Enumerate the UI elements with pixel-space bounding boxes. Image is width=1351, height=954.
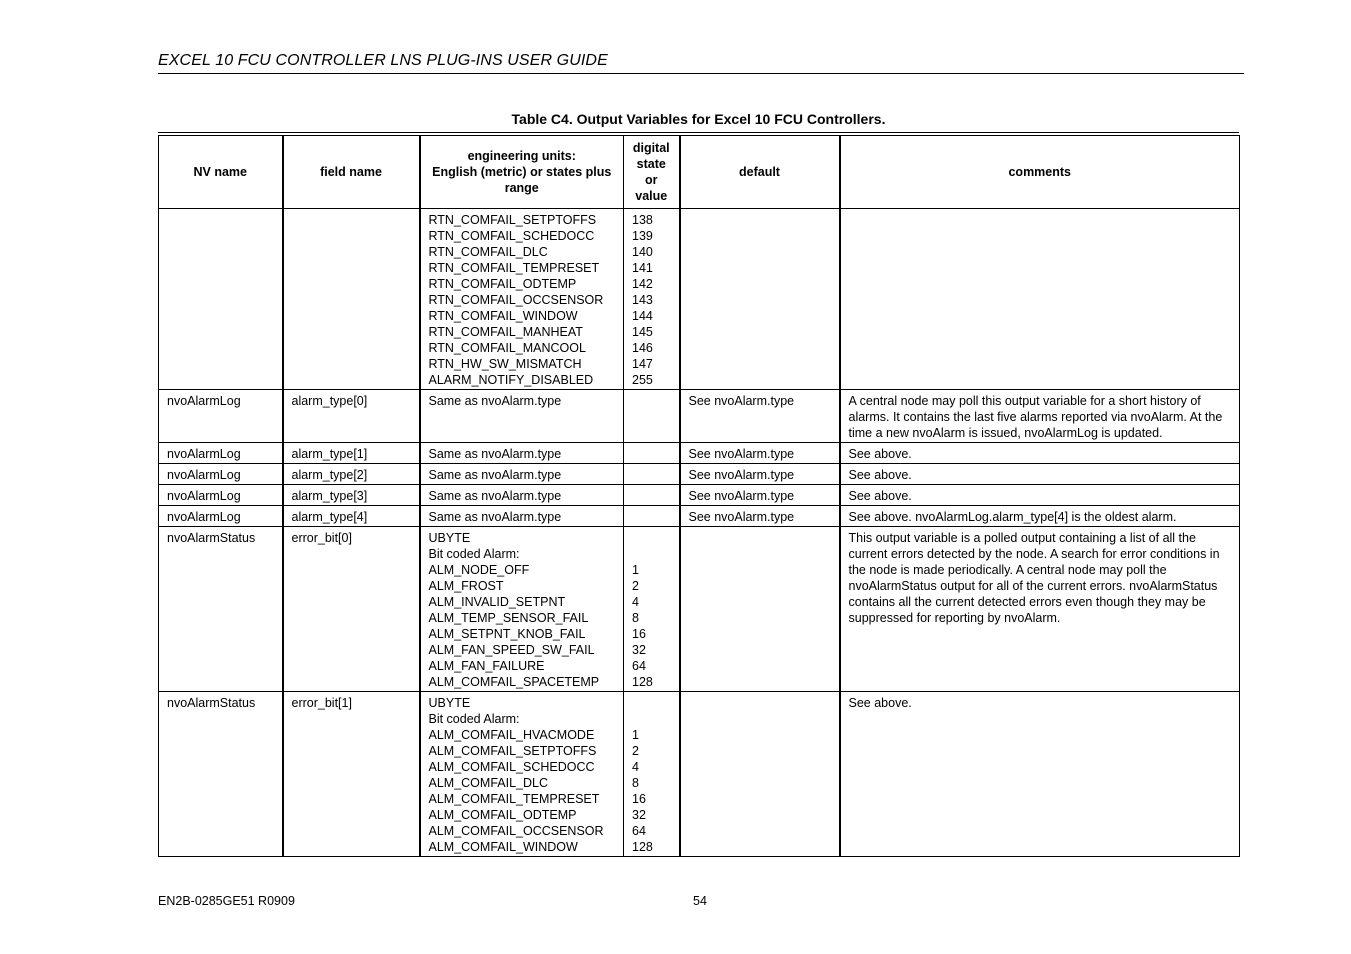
- units-line: RTN_COMFAIL_OCCSENSOR: [428, 293, 604, 307]
- cell-units: [420, 692, 624, 857]
- cell-default: [680, 506, 840, 527]
- units-line: RTN_HW_SW_MISMATCH: [428, 357, 582, 371]
- field-name-text: alarm_type[2]: [291, 468, 368, 482]
- table-row: [159, 443, 1240, 464]
- units-line: RTN_COMFAIL_SETPTOFFS: [428, 213, 597, 227]
- units-line: ALM_TEMP_SENSOR_FAIL: [428, 611, 589, 625]
- col-header-units-line: English (metric) or states plus: [432, 165, 612, 179]
- digital-value: 128: [632, 675, 653, 689]
- units-line: ALM_COMFAIL_ODTEMP: [428, 808, 577, 822]
- cell-default: [680, 527, 840, 692]
- col-header-digital-line: state: [636, 157, 666, 171]
- cell-nv-name: [159, 390, 283, 443]
- col-header-units-line: engineering units:: [467, 149, 576, 163]
- digital-value: 8: [632, 776, 639, 790]
- table-container: [158, 132, 1239, 857]
- comments-text: See above.: [848, 489, 912, 503]
- table-row: [159, 692, 1240, 857]
- cell-default: [680, 464, 840, 485]
- comments-text: A central node may poll this output variable for a short history of alarms. It contains the last five alarms reported via nvoAlarm. At the time a new nvoAlarm is issued, nvoAlarmLog is updated.: [848, 394, 1223, 440]
- table-body: [159, 209, 1240, 857]
- digital-value: 143: [632, 293, 653, 307]
- cell-digital-value: [624, 485, 680, 506]
- col-header-digital-line: value: [635, 189, 668, 203]
- digital-value: 255: [632, 373, 653, 387]
- cell-nv-name: [159, 506, 283, 527]
- digital-value: 4: [632, 760, 639, 774]
- units-line: ALM_COMFAIL_SCHEDOCC: [428, 760, 595, 774]
- cell-field-name: [283, 485, 420, 506]
- digital-value: 128: [632, 840, 653, 854]
- cell-units: [420, 443, 624, 464]
- digital-value: 147: [632, 357, 653, 371]
- table-row: [159, 527, 1240, 692]
- units-line: RTN_COMFAIL_DLC: [428, 245, 548, 259]
- cell-units: [420, 485, 624, 506]
- digital-value: 64: [632, 659, 646, 673]
- nv-name-text: nvoAlarmLog: [167, 447, 241, 461]
- digital-value: [632, 711, 671, 727]
- cell-field-name: [283, 527, 420, 692]
- cell-units: [420, 506, 624, 527]
- field-name-text: alarm_type[0]: [291, 394, 368, 408]
- units-line: ALM_COMFAIL_WINDOW: [428, 840, 578, 854]
- nv-name-text: nvoAlarmLog: [167, 394, 241, 408]
- cell-digital-value: [624, 692, 680, 857]
- digital-value: [632, 695, 671, 711]
- cell-digital-value: [624, 506, 680, 527]
- units-line: Same as nvoAlarm.type: [428, 489, 562, 503]
- units-line: ALM_COMFAIL_SETPTOFFS: [428, 744, 597, 758]
- digital-value: 4: [632, 595, 639, 609]
- default-text: See nvoAlarm.type: [688, 468, 795, 482]
- default-text: See nvoAlarm.type: [688, 510, 795, 524]
- units-line: Same as nvoAlarm.type: [428, 510, 562, 524]
- units-line: ALM_COMFAIL_OCCSENSOR: [428, 824, 604, 838]
- units-line: UBYTE: [428, 531, 471, 545]
- comments-text: See above.: [848, 696, 912, 710]
- footer-page-number: 54: [693, 894, 707, 908]
- output-variables-table: [158, 135, 1240, 857]
- col-header-units-line: range: [504, 181, 539, 195]
- digital-value: 32: [632, 643, 646, 657]
- units-line: Same as nvoAlarm.type: [428, 394, 562, 408]
- cell-field-name: [283, 209, 420, 390]
- cell-comments: [840, 209, 1240, 390]
- cell-nv-name: [159, 209, 283, 390]
- digital-value: 1: [632, 563, 639, 577]
- cell-default: [680, 209, 840, 390]
- units-line: Bit coded Alarm:: [428, 547, 520, 561]
- nv-name-text: nvoAlarmLog: [167, 489, 241, 503]
- table-row: [159, 209, 1240, 390]
- col-header-units: [420, 136, 624, 209]
- digital-value: 139: [632, 229, 653, 243]
- units-line: ALM_FAN_FAILURE: [428, 659, 545, 673]
- table-row: [159, 390, 1240, 443]
- digital-value: 141: [632, 261, 653, 275]
- units-line: RTN_COMFAIL_MANCOOL: [428, 341, 586, 355]
- default-text: See nvoAlarm.type: [688, 447, 795, 461]
- cell-default: [680, 390, 840, 443]
- cell-digital-value: [624, 209, 680, 390]
- cell-comments: [840, 692, 1240, 857]
- units-line: Bit coded Alarm:: [428, 712, 520, 726]
- cell-units: [420, 527, 624, 692]
- col-header-field-name: field name: [283, 136, 420, 209]
- cell-comments: [840, 506, 1240, 527]
- cell-field-name: [283, 692, 420, 857]
- cell-units: [420, 464, 624, 485]
- col-header-digital-line: digital: [632, 141, 670, 155]
- field-name-text: alarm_type[4]: [291, 510, 368, 524]
- comments-text: See above.: [848, 447, 912, 461]
- units-line: ALM_FAN_SPEED_SW_FAIL: [428, 643, 595, 657]
- units-line: ALM_COMFAIL_SPACETEMP: [428, 675, 600, 689]
- cell-digital-value: [624, 464, 680, 485]
- field-name-text: error_bit[0]: [291, 531, 352, 545]
- cell-digital-value: [624, 443, 680, 464]
- cell-comments: [840, 443, 1240, 464]
- units-line: Same as nvoAlarm.type: [428, 447, 562, 461]
- digital-value: 8: [632, 611, 639, 625]
- nv-name-text: nvoAlarmLog: [167, 510, 241, 524]
- digital-value: 140: [632, 245, 653, 259]
- cell-default: [680, 485, 840, 506]
- units-line: RTN_COMFAIL_SCHEDOCC: [428, 229, 595, 243]
- cell-units: [420, 209, 624, 390]
- digital-value: 1: [632, 728, 639, 742]
- cell-field-name: [283, 443, 420, 464]
- units-line: Same as nvoAlarm.type: [428, 468, 562, 482]
- digital-value: 145: [632, 325, 653, 339]
- cell-nv-name: [159, 485, 283, 506]
- col-header-comments: comments: [840, 136, 1240, 209]
- nv-name-text: nvoAlarmLog: [167, 468, 241, 482]
- cell-field-name: [283, 506, 420, 527]
- units-line: ALM_INVALID_SETPNT: [428, 595, 566, 609]
- comments-text: See above. nvoAlarmLog.alarm_type[4] is the oldest alarm.: [848, 510, 1177, 524]
- digital-value: 64: [632, 824, 646, 838]
- table-row: [159, 464, 1240, 485]
- units-line: ALARM_NOTIFY_DISABLED: [428, 373, 594, 387]
- cell-nv-name: [159, 527, 283, 692]
- comments-text: See above.: [848, 468, 912, 482]
- cell-nv-name: [159, 443, 283, 464]
- col-header-default: default: [680, 136, 840, 209]
- units-line: ALM_COMFAIL_TEMPRESET: [428, 792, 600, 806]
- cell-units: [420, 390, 624, 443]
- cell-comments: [840, 464, 1240, 485]
- units-line: ALM_NODE_OFF: [428, 563, 530, 577]
- units-line: ALM_COMFAIL_HVACMODE: [428, 728, 595, 742]
- col-header-digital: [624, 136, 680, 209]
- default-text: See nvoAlarm.type: [688, 489, 795, 503]
- digital-value: [632, 530, 671, 546]
- col-header-nv-name: NV name: [159, 136, 283, 209]
- digital-value: 142: [632, 277, 653, 291]
- cell-default: [680, 443, 840, 464]
- digital-value: 16: [632, 792, 646, 806]
- table-row: [159, 506, 1240, 527]
- footer-doc-id: EN2B-0285GE51 R0909: [158, 894, 295, 908]
- digital-value: [632, 546, 671, 562]
- units-line: UBYTE: [428, 696, 471, 710]
- digital-value: 144: [632, 309, 653, 323]
- cell-comments: [840, 390, 1240, 443]
- nv-name-text: nvoAlarmStatus: [167, 696, 256, 710]
- header-row: [159, 136, 1240, 209]
- digital-value: 2: [632, 744, 639, 758]
- field-name-text: alarm_type[1]: [291, 447, 368, 461]
- cell-default: [680, 692, 840, 857]
- cell-digital-value: [624, 390, 680, 443]
- comments-text: This output variable is a polled output containing a list of all the current errors detected by the node. A search for error conditions in the node is made periodically. A central node may poll the nvoAlarmStatus output for all of the current errors. nvoAlarmStatus contains all the current detected errors even though they may be suppressed for reporting by nvoAlarm.: [848, 531, 1220, 625]
- digital-value: 32: [632, 808, 646, 822]
- units-line: ALM_COMFAIL_DLC: [428, 776, 548, 790]
- digital-value: 146: [632, 341, 653, 355]
- units-line: RTN_COMFAIL_TEMPRESET: [428, 261, 600, 275]
- cell-digital-value: [624, 527, 680, 692]
- digital-value: 138: [632, 213, 653, 227]
- cell-field-name: [283, 464, 420, 485]
- nv-name-text: nvoAlarmStatus: [167, 531, 256, 545]
- cell-nv-name: [159, 464, 283, 485]
- default-text: See nvoAlarm.type: [688, 394, 795, 408]
- units-line: ALM_SETPNT_KNOB_FAIL: [428, 627, 586, 641]
- cell-nv-name: [159, 692, 283, 857]
- col-header-digital-line: or: [645, 173, 658, 187]
- digital-value: 16: [632, 627, 646, 641]
- table-caption: Table C4. Output Variables for Excel 10 FCU Controllers.: [511, 111, 886, 127]
- field-name-text: error_bit[1]: [291, 696, 352, 710]
- units-line: RTN_COMFAIL_MANHEAT: [428, 325, 583, 339]
- units-line: RTN_COMFAIL_WINDOW: [428, 309, 578, 323]
- field-name-text: alarm_type[3]: [291, 489, 368, 503]
- cell-comments: [840, 485, 1240, 506]
- table-row: [159, 485, 1240, 506]
- units-line: RTN_COMFAIL_ODTEMP: [428, 277, 577, 291]
- cell-field-name: [283, 390, 420, 443]
- running-header: EXCEL 10 FCU CONTROLLER LNS PLUG-INS USER GUIDE: [158, 52, 1244, 74]
- digital-value: 2: [632, 579, 639, 593]
- units-line: ALM_FROST: [428, 579, 504, 593]
- cell-comments: [840, 527, 1240, 692]
